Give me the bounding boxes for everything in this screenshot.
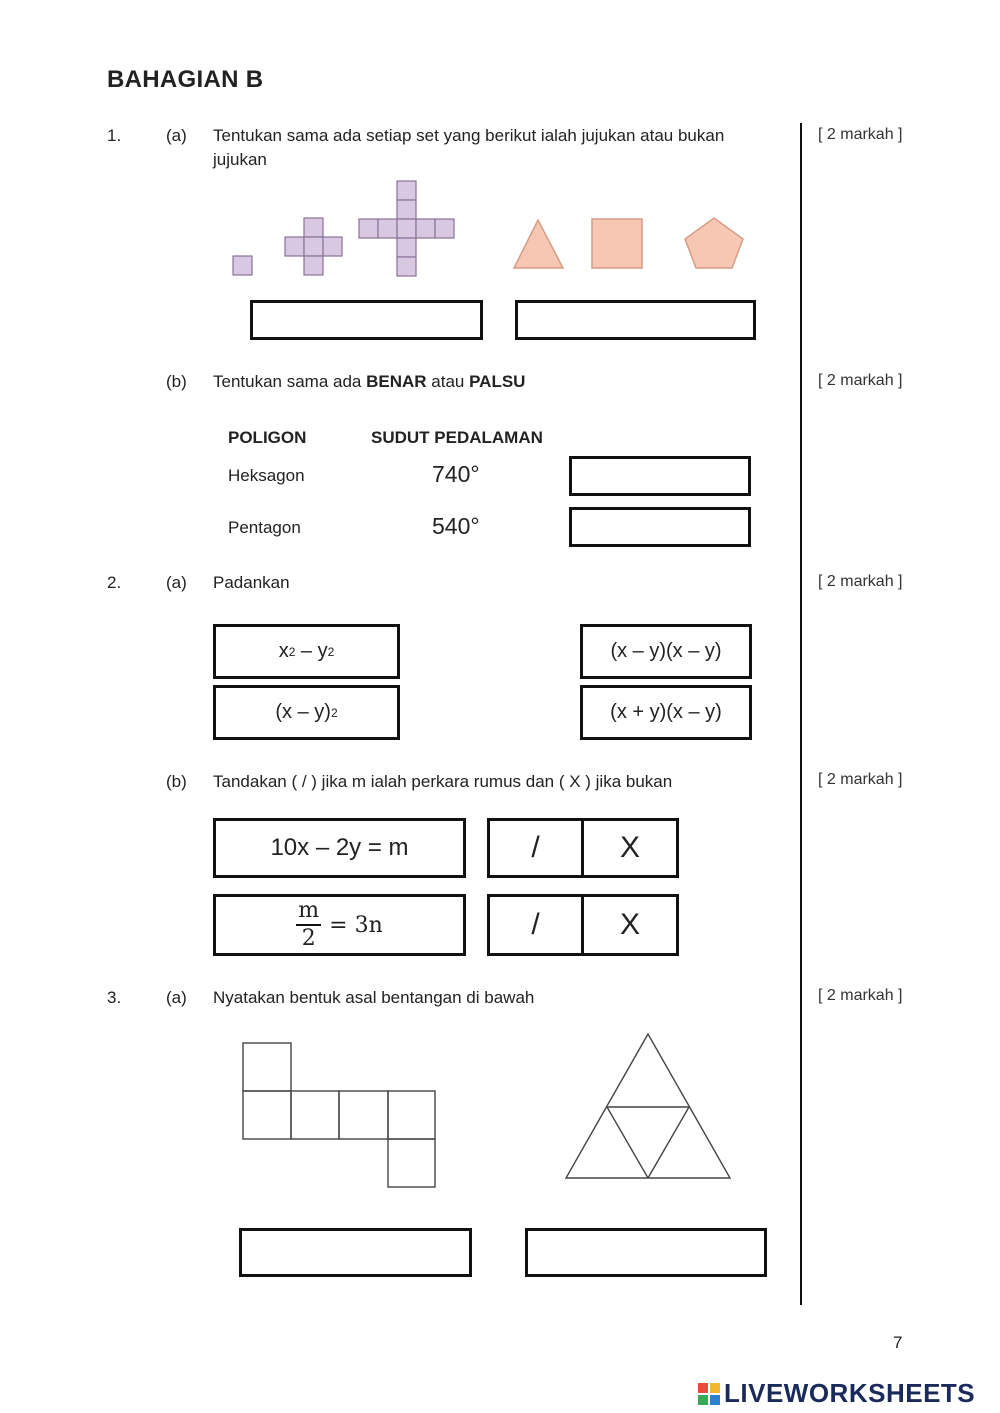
page-number: 7 (893, 1333, 903, 1352)
q1a-marks: [ 2 markah ] (818, 126, 903, 143)
q3-number: 3. (107, 988, 122, 1007)
q1b-text: Tentukan sama ada BENAR atau PALSU (213, 372, 526, 391)
q2b-marks: [ 2 markah ] (818, 771, 903, 788)
q3a-label: (a) (166, 988, 187, 1007)
q1b-marks: [ 2 markah ] (818, 372, 903, 389)
q1a-text-line2: jujukan (213, 150, 267, 169)
square-shape (592, 219, 642, 268)
eq1-cross-option[interactable]: X (581, 818, 679, 878)
row-heksagon-name: Heksagon (228, 466, 305, 485)
q2a-label: (a) (166, 573, 187, 592)
row-heksagon-angle: 740° (432, 461, 480, 487)
equation-2: $\frac{m}{2}$ = 3n (213, 894, 466, 956)
q1a-text-line1: Tentukan sama ada setiap set yang berikut ialah jujukan atau bukan (213, 126, 725, 145)
q1b-label: (b) (166, 372, 187, 391)
q2a-marks: [ 2 markah ] (818, 573, 903, 590)
polygon-sequence (514, 218, 743, 268)
eq2-cross-option[interactable]: X (581, 894, 679, 956)
q3a-answer-box-2[interactable] (525, 1228, 767, 1277)
triangle-shape (514, 220, 563, 268)
eq2-tick-option[interactable]: / (487, 894, 584, 956)
heksagon-answer-box[interactable] (569, 456, 751, 496)
q3a-marks: [ 2 markah ] (818, 987, 903, 1004)
equation-2-fraction: $\frac{m}{2}$ (298, 898, 320, 951)
brand-name: LIVEWORKSHEETS (724, 1378, 976, 1408)
match-right-2[interactable]: (x + y)(x – y) (580, 685, 752, 740)
match-left-2[interactable]: (x – y) 2 (213, 685, 400, 740)
q1a-answer-box-2[interactable] (515, 300, 756, 340)
q3a-text: Nyatakan bentuk asal bentangan di bawah (213, 988, 535, 1007)
cube-net (243, 1043, 435, 1187)
liveworksheets-logo-icon (697, 1382, 721, 1406)
q1a-answer-box-1[interactable] (250, 300, 483, 340)
q2b-label: (b) (166, 772, 187, 791)
header-poligon: POLIGON (228, 428, 307, 447)
q2a-text: Padankan (213, 573, 290, 592)
tetrahedron-net (566, 1034, 730, 1178)
q2-number: 2. (107, 573, 122, 592)
q1a-label: (a) (166, 126, 187, 145)
square-pattern-sequence (233, 181, 454, 276)
section-title: BAHAGIAN B (107, 66, 264, 93)
equation-1: 10x – 2y = m (213, 818, 466, 878)
q3a-nets (230, 1030, 770, 1200)
row-pentagon-angle: 540° (432, 513, 480, 539)
brand-footer (697, 1378, 975, 1409)
q1a-figures (220, 175, 780, 285)
margin-divider (800, 123, 802, 1305)
pentagon-answer-box[interactable] (569, 507, 751, 547)
eq1-tick-option[interactable]: / (487, 818, 584, 878)
match-right-1[interactable]: (x – y)(x – y) (580, 624, 752, 679)
q3a-answer-box-1[interactable] (239, 1228, 472, 1277)
row-pentagon-name: Pentagon (228, 518, 301, 537)
q1-number: 1. (107, 126, 122, 145)
q2b-text: Tandakan ( / ) jika m ialah perkara rumus dan ( X ) jika bukan (213, 772, 673, 791)
match-left-1[interactable]: x 2 – y 2 (213, 624, 400, 679)
pentagon-shape (685, 218, 743, 268)
header-sudut-pedalaman: SUDUT PEDALAMAN (371, 428, 543, 447)
